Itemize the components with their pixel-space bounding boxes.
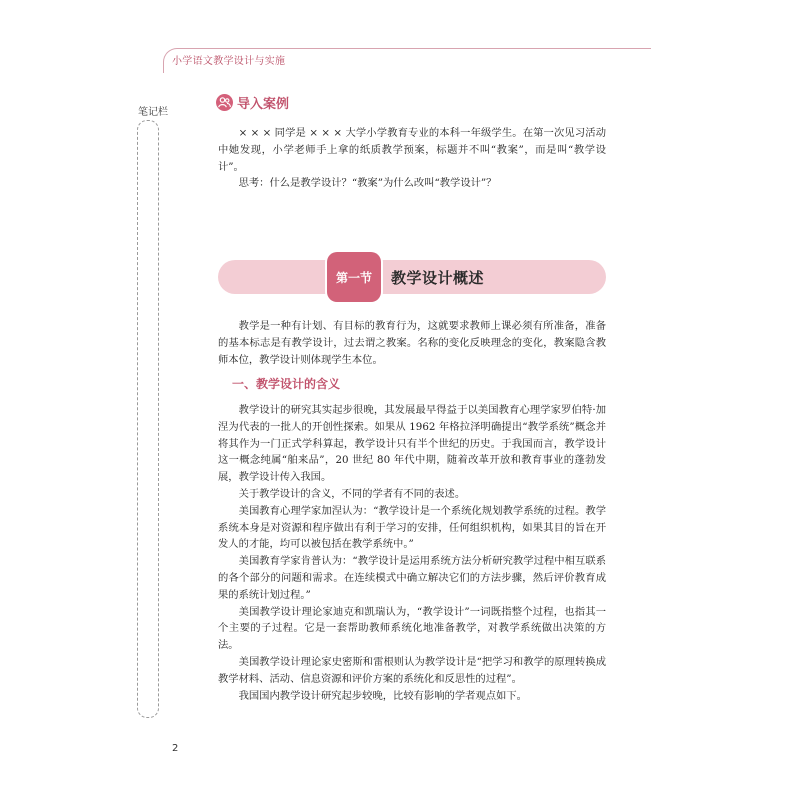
notes-column — [137, 120, 159, 718]
paragraph: 关于教学设计的含义，不同的学者有不同的表述。 — [238, 487, 466, 500]
section-title: 教学设计概述 — [391, 269, 485, 287]
paragraph: 教学设计的研究其实起步很晚，其发展最早得益于以美国教育心理学家罗伯特·加涅为代表的一批人的开创性探索。如果从 1962 年格拉泽明确提出“教学系统”概念并将其作为一门正式学科算起，教学设计只有半个世纪的历史。于我国而言，教学设计这一概念纯属“舶来品”，20 世纪 80 年代中期，随着改革开放和教育事业的蓬勃发展，教学设计传入我国。 — [218, 404, 606, 484]
subsection-heading: 一、教学设计的含义 — [232, 377, 341, 391]
intro-body — [218, 318, 606, 368]
paragraph: 美国教育心理学家加涅认为：“教学设计是一个系统化规划教学系统的过程。教学系统本身是对资源和程序做出有利于学习的安排，任何组织机构，如果其目的旨在开发人的才能，均可以被包括在教学系统中。” — [218, 504, 606, 551]
case-body — [218, 125, 606, 192]
running-title: 小学语文教学设计与实施 — [172, 56, 286, 67]
case-heading — [216, 92, 289, 112]
case-paragraph: × × × 同学是 × × × 大学小学教育专业的本科一年级学生。在第一次见习活动中她发现，小学老师手上拿的纸质教学预案，标题并不叫“教案”，而是叫“教学设计”。 — [218, 127, 606, 173]
section-badge: 第一节 — [327, 252, 381, 302]
case-title: 导入案例 — [237, 96, 290, 112]
user-group-icon — [216, 94, 233, 111]
intro-paragraph: 教学是一种有计划、有目标的教育行为，这就要求教师上课必须有所准备，准备的基本标志是有教学设计，过去谓之教案。名称的变化反映理念的变化，教案隐含教师本位，教学设计则体现学生本位。 — [218, 320, 606, 366]
paragraph: 美国教学设计理论家史密斯和雷根则认为教学设计是“把学习和教学的原理转换成教学材料、活动、信息资源和评价方案的系统化和反思性的过程”。 — [218, 655, 606, 685]
paragraph: 我国国内教学设计研究起步较晚，比较有影响的学者观点如下。 — [238, 689, 527, 702]
case-question: 思考：什么是教学设计？“教案”为什么改叫“教学设计”？ — [238, 177, 497, 190]
page-number: 2 — [172, 743, 179, 754]
notes-label: 笔记栏 — [138, 107, 168, 118]
paragraph: 美国教学设计理论家迪克和凯瑞认为，“教学设计”一词既指整个过程，也指其一个主要的子过程。它是一套帮助教师系统化地准备教学，对教学系统做出决策的方法。 — [218, 605, 606, 652]
paragraph: 美国教育学家肯普认为：“教学设计是运用系统方法分析研究教学过程中相互联系的各个部分的问题和需求。在连续模式中确立解决它们的方法步骤，然后评价教育成果的系统计划过程。” — [218, 555, 606, 601]
subsection-body — [218, 402, 606, 704]
